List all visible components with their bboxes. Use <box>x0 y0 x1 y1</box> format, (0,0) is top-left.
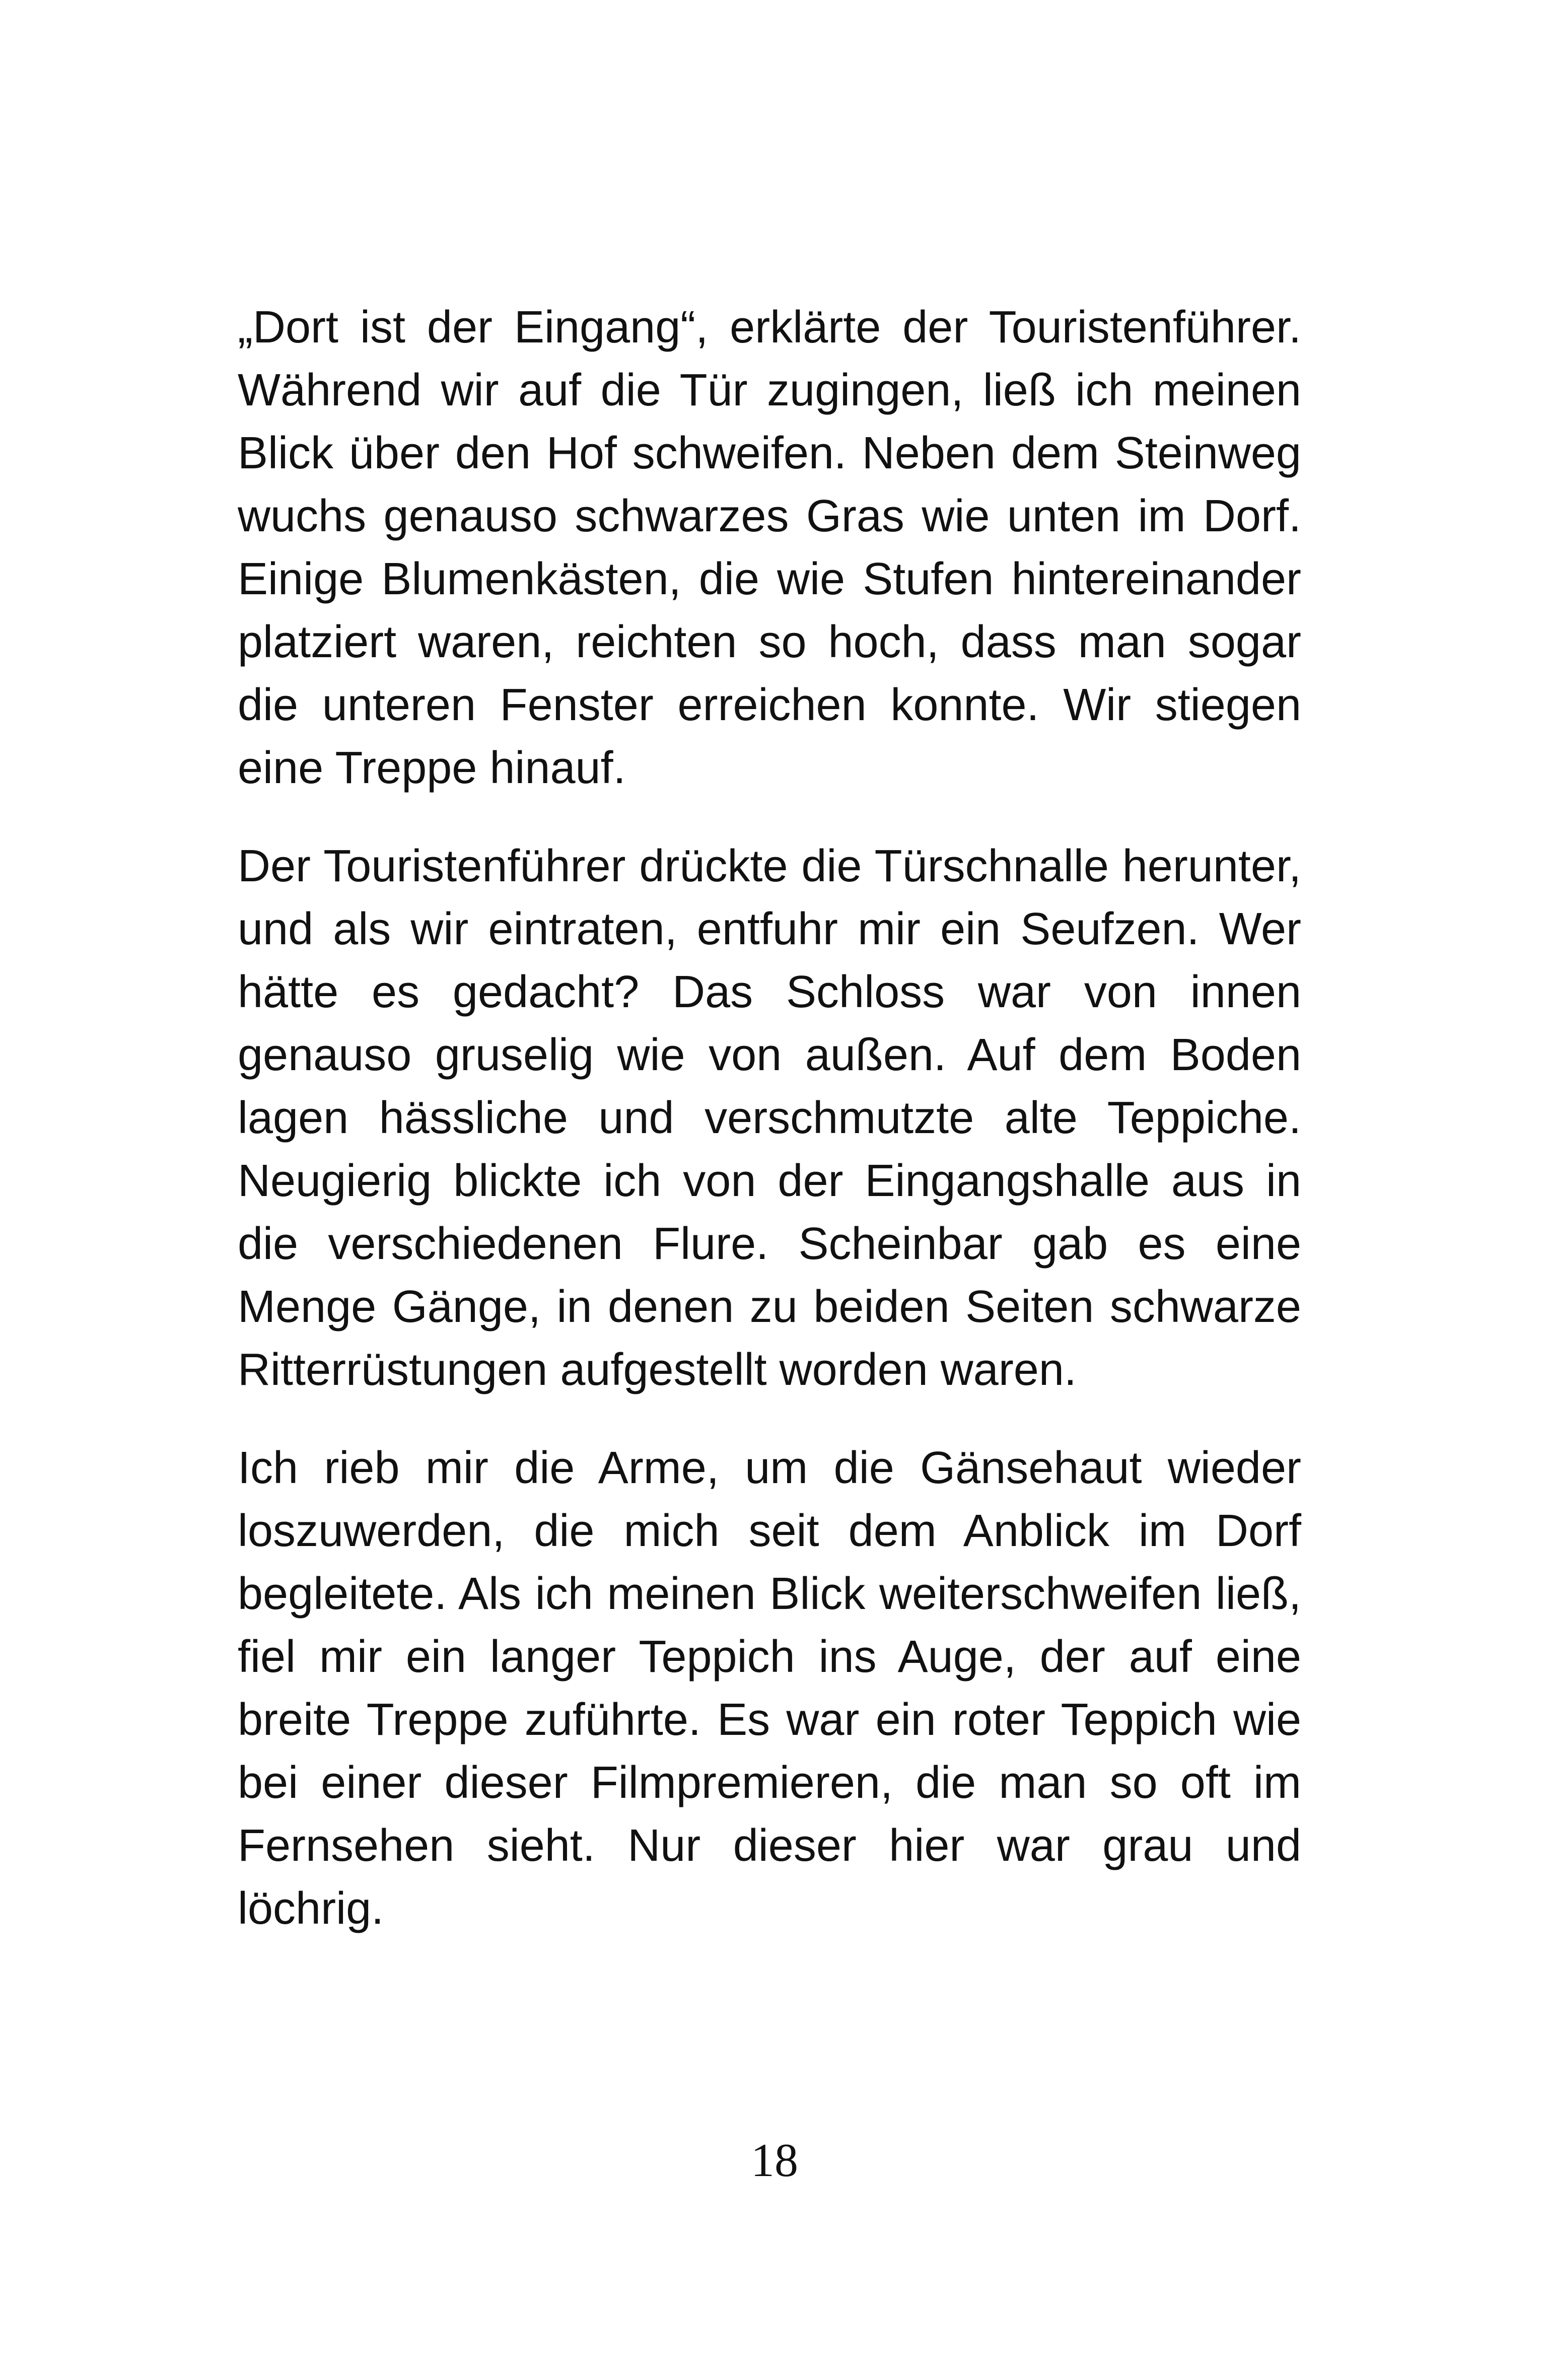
paragraph-2: Der Touristenführer drückte die Türschnalle herunter, und als wir eintraten, entfuhr mir ein Seufzen. Wer hätte es gedacht? Das Schloss war von innen genauso gruselig wie von außen. Auf dem Boden lagen hässliche und verschmutzte alte Teppiche. Neugierig blickte ich von der Eingangshalle aus in die verschiedenen Flure. Scheinbar gab es eine Menge Gänge, in denen zu beiden Seiten schwarze Ritterrüstungen aufgestellt worden waren. <box>238 841 1301 1395</box>
body-text <box>238 296 1301 1976</box>
paragraph-3: Ich rieb mir die Arme, um die Gänsehaut wieder loszuwerden, die mich seit dem Anblick im Dorf begleitete. Als ich meinen Blick weiterschweifen ließ, fiel mir ein langer Teppich ins Auge, der auf eine breite Treppe zuführte. Es war ein roter Teppich wie bei einer dieser Filmpremieren, die man so oft im Fernsehen sieht. Nur dieser hier war grau und löchrig. <box>238 1443 1301 1934</box>
page-number: 18 <box>751 2134 798 2187</box>
paragraph-1: „Dort ist der Eingang“, erklärte der Touristenführer. Während wir auf die Tür zugingen, ließ ich meinen Blick über den Hof schweifen. Neben dem Steinweg wuchs genauso schwarzes Gras wie unten im Dorf. Einige Blumenkästen, die wie Stufen hintereinander platziert waren, reichten so hoch, dass man sogar die unteren Fenster erreichen konnte. Wir stiegen eine Treppe hinauf. <box>238 302 1301 793</box>
